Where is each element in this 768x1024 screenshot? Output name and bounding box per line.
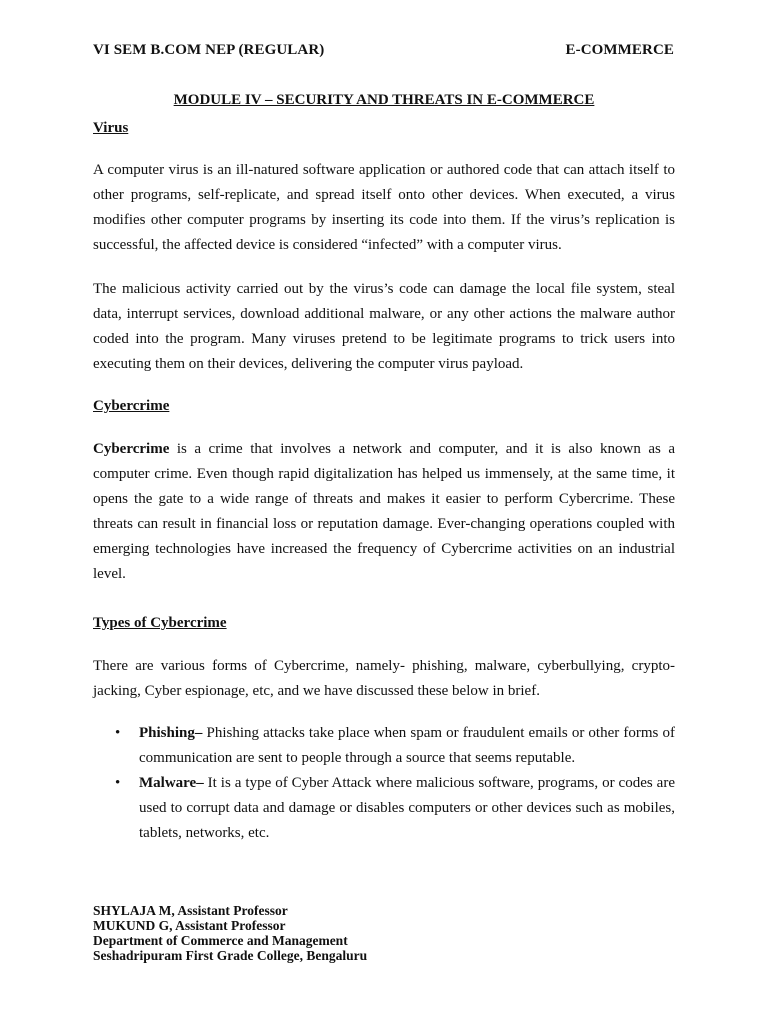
section-cybercrime-heading-wrap [93, 398, 675, 415]
virus-paragraph-2: The malicious activity carried out by the virus’s code can damage the local file system, steal data, interrupt services, download additional malware, or any other actions the malware author coded into the program. Many viruses pretend to be legitimate programs to trick users into executing them on their devices, delivering the computer virus payload. [93, 281, 675, 372]
section-virus-paragraph-1 [93, 158, 675, 258]
footer-department: Department of Commerce and Management [93, 933, 348, 948]
cybercrime-paragraph [93, 437, 675, 587]
section-types-intro [93, 654, 675, 704]
section-types-heading-wrap [93, 615, 675, 632]
types-bullet-list [93, 721, 675, 846]
footer-author-1: SHYLAJA M, Assistant Professor [93, 903, 288, 918]
footer-college: Seshadripuram First Grade College, Bengaluru [93, 948, 368, 963]
virus-paragraph-1: A computer virus is an ill-natured software application or authored code that can attach itself to other programs, self-replicate, and spread itself onto other devices. When executed, a virus modifies other computer programs by inserting its code into them. If the virus’s replication is successful, the affected device is considered “infected” with a computer virus. [93, 162, 675, 253]
bullet-icon: • [115, 775, 121, 791]
bullet-text: Phishing attacks take place when spam or fraudulent emails or other forms of communication are sent to people through a source that seems reputable. [139, 725, 675, 766]
types-bullet-list-wrap [93, 721, 675, 846]
cybercrime-lead-term: Cybercrime [93, 441, 170, 457]
types-intro-paragraph: There are various forms of Cybercrime, namely- phishing, malware, cyberbullying, crypto-jacking, Cyber espionage, etc, and we have discussed these below in brief. [93, 658, 675, 699]
module-title: MODULE IV – SECURITY AND THREATS IN E-COMMERCE [173, 92, 595, 108]
bullet-term: Phishing– [139, 725, 203, 741]
section-heading-types: Types of Cybercrime [93, 615, 227, 631]
cybercrime-paragraph-text: is a crime that involves a network and computer, and it is also known as a computer crime. Even though rapid digitalization has helped us immensely, at the same time, it opens the gate to a wide range of threats and makes it easier to perform Cybercrime. These threats can result in financial loss or reputation damage. Ever-changing operations coupled with emerging technologies have increased the frequency of Cybercrime activities on an industrial level. [93, 441, 675, 582]
header-subject: E-COMMERCE [565, 42, 674, 58]
header-course: VI SEM B.COM NEP (REGULAR) [93, 42, 325, 58]
page-footer [93, 903, 367, 963]
list-item [93, 721, 675, 771]
footer-author-2: MUKUND G, Assistant Professor [93, 918, 286, 933]
bullet-term: Malware– [139, 775, 204, 791]
section-heading-virus: Virus [93, 120, 129, 136]
section-virus-paragraph-2 [93, 277, 675, 377]
section-heading-cybercrime: Cybercrime [93, 398, 170, 414]
list-item [93, 771, 675, 846]
page-header [93, 42, 674, 59]
section-virus-heading-wrap [93, 120, 675, 137]
section-cybercrime-paragraph [93, 437, 675, 587]
bullet-text: It is a type of Cyber Attack where malicious software, programs, or codes are used to corrupt data and damage or disables computers or other devices such as mobiles, tablets, networks, etc. [139, 775, 675, 841]
bullet-icon: • [115, 725, 121, 741]
